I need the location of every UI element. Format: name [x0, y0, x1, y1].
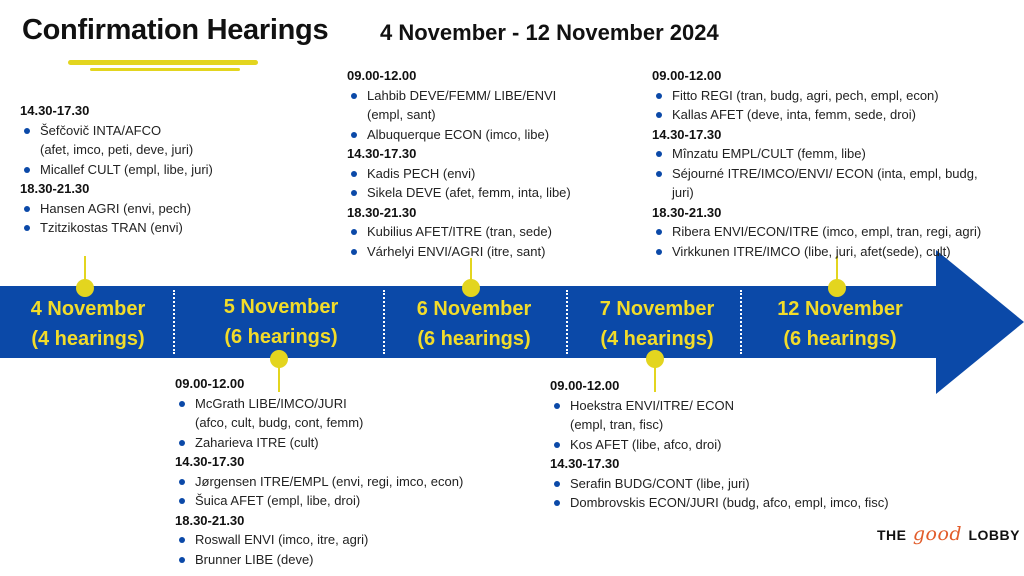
bullet-icon: [351, 190, 357, 196]
bullet-icon: [554, 442, 560, 448]
bullet-icon: [24, 225, 30, 231]
time-slot: 18.30-21.30: [347, 204, 417, 220]
hearing-committees: (empl, sant): [367, 107, 436, 122]
schedule-nov7: [550, 376, 950, 513]
day-date: 12 November: [777, 298, 903, 320]
hearing-item: [347, 125, 612, 145]
hearing-name: Kubilius AFET/ITRE (tran, sede): [367, 224, 552, 239]
hearing-item: [550, 435, 950, 455]
hearing-item: [175, 550, 505, 570]
bullet-icon: [179, 401, 185, 407]
day-label-nov4: [8, 294, 168, 354]
timeline-divider: [566, 290, 568, 354]
hearing-committees: juri): [672, 185, 694, 200]
logo-text-the: THE: [877, 527, 907, 543]
connector-dot: [646, 350, 664, 368]
hearing-item: [347, 164, 612, 184]
hearing-name: Jørgensen ITRE/EMPL (envi, regi, imco, econ): [195, 473, 464, 489]
time-slot: 18.30-21.30: [20, 181, 90, 196]
hearing-name: Šuica AFET (empl, libe, droi): [195, 493, 361, 508]
hearing-item: [652, 105, 1020, 125]
timeline-arrow-head: [936, 250, 1024, 394]
bullet-icon: [179, 479, 185, 485]
connector-dot: [828, 279, 846, 297]
hearing-item: [550, 493, 950, 513]
hearing-item: [175, 433, 505, 453]
day-date: 4 November: [30, 298, 146, 320]
date-range: 4 November - 12 November 2024: [380, 20, 719, 45]
hearing-name: Fitto REGI (tran, budg, agri, pech, empl, econ): [672, 87, 939, 103]
hearing-item: [175, 530, 505, 550]
hearing-name: Tzitzikostas TRAN (envi): [40, 220, 183, 235]
hearing-committees: (empl, tran, fisc): [570, 417, 664, 432]
hearing-name: Roswall ENVI (imco, itre, agri): [195, 532, 369, 547]
hearing-item: [347, 242, 612, 262]
bullet-icon: [351, 93, 357, 99]
day-date: 6 November: [416, 298, 532, 320]
hearing-name: Sikela DEVE (afet, femm, inta, libe): [367, 185, 571, 200]
bullet-icon: [656, 249, 662, 255]
bullet-icon: [554, 500, 560, 506]
bullet-icon: [656, 151, 662, 157]
page-title: Confirmation Hearings: [22, 14, 329, 46]
time-slot: 18.30-21.30: [175, 512, 245, 528]
time-slot: 18.30-21.30: [652, 204, 722, 220]
hearing-name: Séjourné ITRE/IMCO/ENVI/ ECON (inta, empl, budg,: [672, 165, 978, 181]
day-count: (6 hearings): [224, 326, 338, 348]
day-label-nov5: [196, 292, 366, 352]
hearing-item: [652, 222, 1020, 242]
hearing-name: Šefčovič INTA/AFCO: [40, 122, 162, 138]
hearing-item: [652, 86, 1020, 106]
hearing-item: [550, 396, 950, 435]
hearing-name: McGrath LIBE/IMCO/JURI: [195, 395, 347, 411]
hearing-item: [550, 474, 950, 494]
time-slot: 09.00-12.00: [550, 378, 620, 393]
hearing-item: [347, 86, 612, 125]
timeline-divider: [173, 290, 175, 354]
bullet-icon: [351, 171, 357, 177]
hearing-item: [347, 183, 612, 203]
day-date: 5 November: [223, 296, 339, 318]
hearing-item: [652, 144, 1020, 164]
day-count: (6 hearings): [783, 328, 897, 350]
bullet-icon: [351, 229, 357, 235]
hearing-name: Lahbib DEVE/FEMM/ LIBE/ENVI: [367, 87, 557, 103]
time-slot: 14.30-17.30: [175, 454, 245, 469]
bullet-icon: [24, 167, 30, 173]
title-underline: [68, 60, 258, 65]
hearing-name: Hoekstra ENVI/ITRE/ ECON: [570, 397, 734, 413]
time-slot: 09.00-12.00: [175, 376, 245, 391]
hearing-item: [175, 394, 505, 433]
hearing-item: [20, 199, 250, 219]
hearing-item: [175, 491, 505, 511]
bullet-icon: [24, 206, 30, 212]
schedule-nov12: [652, 66, 1020, 261]
hearing-name: Serafin BUDG/CONT (libe, juri): [570, 475, 750, 491]
logo-text-good: good: [912, 523, 963, 545]
connector-dot: [462, 279, 480, 297]
hearing-item: [652, 242, 1020, 262]
hearing-name: Kadis PECH (envi): [367, 165, 476, 181]
bullet-icon: [179, 557, 185, 563]
bullet-icon: [351, 132, 357, 138]
hearing-item: [20, 121, 250, 160]
schedule-nov4: [20, 101, 250, 238]
day-label-nov6: [394, 294, 554, 354]
time-slot: 09.00-12.00: [347, 68, 417, 83]
day-label-nov7: [577, 294, 737, 354]
bullet-icon: [656, 93, 662, 99]
bullet-icon: [656, 229, 662, 235]
bullet-icon: [179, 498, 185, 504]
day-count: (6 hearings): [417, 328, 531, 350]
hearing-name: Várhelyi ENVI/AGRI (itre, sant): [367, 243, 546, 259]
day-count: (4 hearings): [31, 328, 145, 350]
hearing-item: [175, 472, 505, 492]
hearing-item: [20, 160, 250, 180]
hearing-name: Zaharieva ITRE (cult): [195, 434, 319, 450]
bullet-icon: [179, 440, 185, 446]
bullet-icon: [179, 537, 185, 543]
time-slot: 14.30-17.30: [550, 456, 620, 471]
time-slot: 14.30-17.30: [20, 103, 90, 118]
bullet-icon: [554, 481, 560, 487]
bullet-icon: [24, 128, 30, 134]
logo-text-lobby: LOBBY: [968, 527, 1020, 543]
bullet-icon: [351, 249, 357, 255]
hearing-name: Brunner LIBE (deve): [195, 551, 314, 567]
bullet-icon: [656, 171, 662, 177]
bullet-icon: [554, 403, 560, 409]
time-slot: 14.30-17.30: [652, 126, 722, 142]
day-date: 7 November: [599, 298, 715, 320]
day-label-nov12: [752, 294, 928, 354]
hearing-committees: (afco, cult, budg, cont, femm): [195, 415, 364, 430]
hearing-name: Micallef CULT (empl, libe, juri): [40, 161, 213, 177]
hearing-name: Mînzatu EMPL/CULT (femm, libe): [672, 146, 866, 161]
time-slot: 14.30-17.30: [347, 146, 417, 161]
hearing-name: Virkkunen ITRE/IMCO (libe, juri, afet(sede), cult): [672, 243, 951, 259]
hearing-name: Dombrovskis ECON/JURI (budg, afco, empl, imco, fisc): [570, 495, 889, 510]
timeline-divider: [740, 290, 742, 354]
hearing-item: [20, 218, 250, 238]
good-lobby-logo: [877, 523, 1020, 545]
connector-dot: [270, 350, 288, 368]
bullet-icon: [656, 112, 662, 118]
time-slot: 09.00-12.00: [652, 68, 722, 83]
hearing-name: Kos AFET (libe, afco, droi): [570, 436, 722, 452]
connector-dot: [76, 279, 94, 297]
hearing-name: Hansen AGRI (envi, pech): [40, 200, 192, 216]
schedule-nov5: [175, 374, 505, 569]
timeline-divider: [383, 290, 385, 354]
title-underline-secondary: [90, 68, 240, 71]
hearing-item: [652, 164, 1020, 203]
hearing-item: [347, 222, 612, 242]
hearing-committees: (afet, imco, peti, deve, juri): [40, 142, 194, 157]
day-count: (4 hearings): [600, 328, 714, 350]
hearing-name: Albuquerque ECON (imco, libe): [367, 126, 550, 142]
schedule-nov6: [347, 66, 612, 261]
hearing-name: Kallas AFET (deve, inta, femm, sede, droi): [672, 107, 916, 122]
hearing-name: Ribera ENVI/ECON/ITRE (imco, empl, tran, regi, agri): [672, 224, 982, 239]
